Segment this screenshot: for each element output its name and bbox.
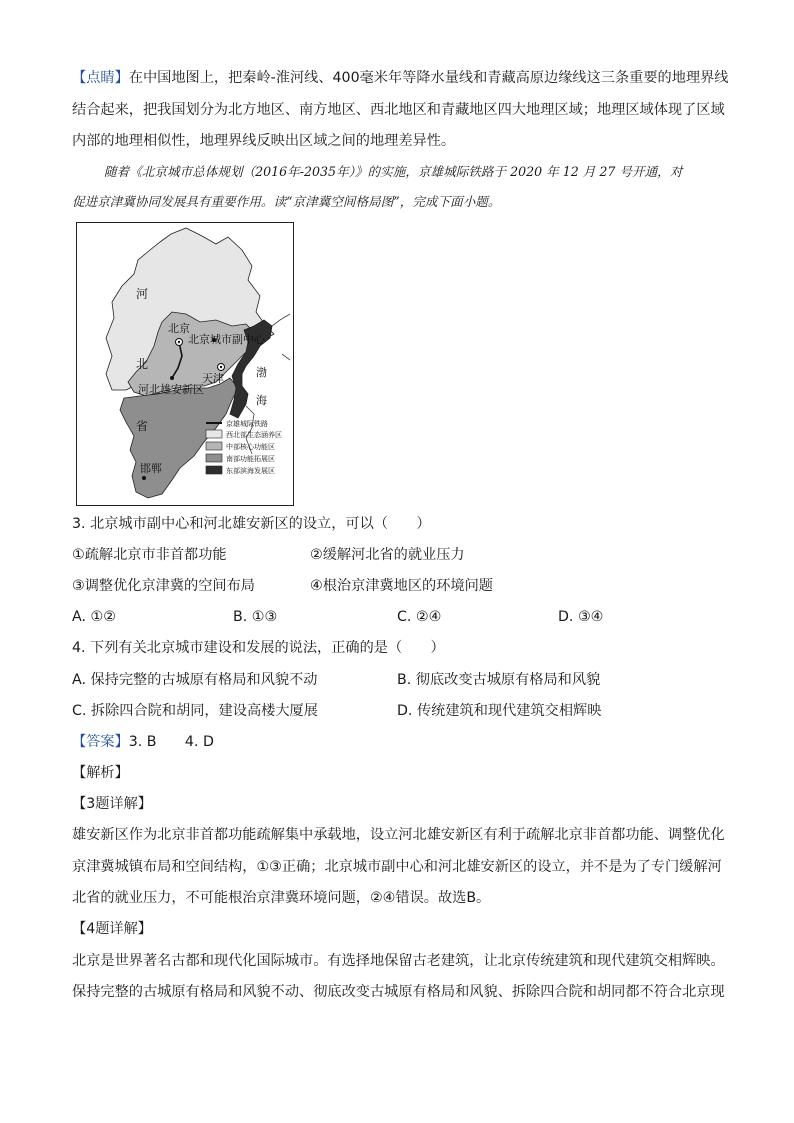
answer-label: 【答案】 [72,734,129,750]
detail-4-line-2: 保持完整的古城原有格局和风貌不动、彻底改变古城原有格局和风貌、拆除四合院和胡同都不符合北京现 [72,984,725,1000]
map-label-sheng: 省 [136,419,149,433]
legend-swatch-east [206,466,222,474]
q3-statement-2: ②缓解河北省的就业压力 [310,547,465,563]
detail-3-line-1: 雄安新区作为北京非首都功能疏解集中承载地，设立河北雄安新区有利于疏解北京非首都功能、调整优化 [72,827,725,843]
map-point-xiongan [170,376,174,380]
detail-3-label: 【3题详解】 [72,796,152,812]
map-label-subcenter: 北京城市副中心 [188,333,265,346]
q4-option-d: D. 传统建筑和现代建筑交相辉映 [397,703,602,719]
map-label-bei: 北 [136,357,149,371]
q3-statement-1: ①疏解北京市非首都功能 [72,547,227,563]
intro-line-1: 随着《北京城市总体规划（2016年-2035年）》的实施，京雄城际铁路于 2020 年 12 月 27 号开通，对 [104,164,683,179]
tip-line-3: 内部的地理相似性，地理界线反映出区域之间的地理差异性。 [72,133,456,149]
legend-swatch-central [206,442,222,450]
detail-4-line-1: 北京是世界著名古都和现代化国际城市。有选择地保留古老建筑，让北京传统建筑和现代建筑交相辉映。 [72,953,725,969]
q3-option-b: B. ①③ [233,609,278,625]
q3-stem: 3. 北京城市副中心和河北雄安新区的设立，可以（ ） [72,516,431,532]
q3-option-d: D. ③④ [558,609,604,625]
q4-option-a: A. 保持完整的古城原有格局和风貌不动 [72,672,318,688]
jingjinji-spatial-map [76,222,294,506]
q4-option-b: B. 彻底改变古城原有格局和风貌 [397,672,601,688]
map-label-tianjin: 天津 [202,372,224,385]
detail-3-line-3: 北省的就业压力，不可能根治京津冀环境问题，②④错误。故选B。 [72,890,491,906]
q3-statement-3: ③调整优化京津冀的空间布局 [72,578,255,594]
analysis-label: 【解析】 [72,765,129,781]
detail-4-label: 【4题详解】 [72,921,152,937]
legend-label-east: 东部滨海发展区 [226,467,275,475]
tip-line-1 [72,63,729,93]
q4-option-c: C. 拆除四合院和胡同，建设高楼大厦展 [72,703,318,719]
q3-statement-4: ④根治京津冀地区的环境问题 [310,578,493,594]
map-label-beijing: 北京 [168,322,190,335]
tip-line-2: 结合起来，把我国划分为北方地区、南方地区、西北地区和青藏地区四大地理区域；地理区域体现了区域 [72,102,725,118]
tip-text-1: 在中国地图上，把秦岭-淮河线、400毫米年等降水量线和青藏高原边缘线这三条重要的地理界线 [128,70,729,86]
map-label-xiongan: 河北雄安新区 [138,383,204,396]
q3-option-c: C. ②④ [397,609,442,625]
legend-label-south: 南部功能拓展区 [226,455,275,463]
map-label-handan: 邯郸 [140,462,162,475]
legend-label-northwest: 西北部生态涵养区 [226,431,282,439]
legend-label-central: 中部核心功能区 [226,443,275,451]
intro-line-2: 促进京津冀协同发展具有重要作用。读“京津冀空间格局图”，完成下面小题。 [72,194,501,209]
answer-line [72,727,722,757]
q3-option-a: A. ①② [72,609,116,625]
legend-swatch-south [206,454,222,462]
legend-swatch-northwest [206,430,222,438]
map-label-he: 河 [136,287,149,301]
q4-stem: 4. 下列有关北京城市建设和发展的说法，正确的是（ ） [72,640,445,656]
legend-label-railway: 京雄城际铁路 [226,420,268,428]
answer-text: 3. B 4. D [128,734,214,750]
tip-label: 【点睛】 [72,70,129,86]
map-point-handan [142,476,146,480]
map-label-bo: 渤 [256,366,267,379]
detail-3-line-2: 京津冀城镇布局和空间结构，①③正确；北京城市副中心和河北雄安新区的设立，并不是为了专门缓解河 [72,859,722,875]
map-label-hai: 海 [256,394,267,407]
